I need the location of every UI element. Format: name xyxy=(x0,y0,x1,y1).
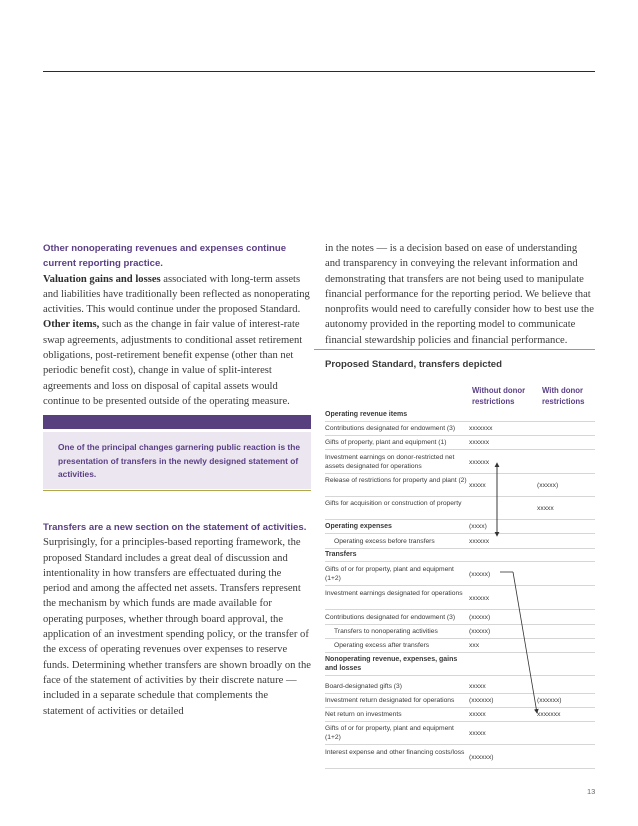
cell-with-donor: xxxxx xyxy=(537,505,554,512)
cell-without-donor: xxxxxx xyxy=(469,595,490,602)
row-label: Transfers xyxy=(325,551,357,558)
cell-without-donor: (xxxx) xyxy=(469,523,487,530)
column-header-with-donor: With donor restrictions xyxy=(542,386,585,406)
cell-without-donor: xxxxx xyxy=(469,482,486,489)
cell-without-donor: xxxxx xyxy=(469,711,486,718)
paragraph-transfers: Surprisingly, for a principles-based reporting framework, the proposed Standard includes a great deal of discussion and intentionality in how transfers are effectuated during the period and among the affected net assets. Transfers represent the mechanism by which funds are made available for operating purposes, whether through board approval, the application of an investment spending policy, or the transfer of the excess of operating revenues over expenses to reserve funds. Determining whether transfers are shown broadly on the face of the statement of activities by their discrete nature — included in a separate schedule that complements the statement of activities or detailed xyxy=(43,537,312,717)
row-label: Transfers to nonoperating activities xyxy=(334,628,438,635)
column-header-without-donor: Without donor restrictions xyxy=(472,386,526,406)
row-label: Operating expenses xyxy=(325,523,392,530)
row-label: Gifts of or for property, plant and equipment (1+2) xyxy=(325,725,454,741)
paragraph-notes: in the notes — is a decision based on ease of understanding and transparency in conveying the relevant information and demonstrating that transfers are not being used to manipulate financial performance for the reporting period. We believe that nonprofits would need to carefully consider how to best use the autonomy provided in the reporting model to communicate financial stewardship policies and financial performance. xyxy=(325,243,594,346)
cell-without-donor: (xxxxx) xyxy=(469,571,491,578)
cell-without-donor: (xxxxx) xyxy=(469,628,491,635)
paragraph-valuation-text: associated with long-term assets and liabilities have traditionally been reflected as nonoperating activities. This would continue under the proposed Standard. xyxy=(43,273,310,316)
section-heading-nonoperating: Other nonoperating revenues and expenses continue current reporting practice. xyxy=(43,243,287,270)
row-label: Operating excess after transfers xyxy=(334,642,430,649)
bold-term-other-items: Other items, xyxy=(43,319,100,331)
arrow-investment-return xyxy=(513,572,537,713)
row-label: Gifts of or for property, plant and equipment (1+2) xyxy=(325,566,454,582)
row-label: Release of restrictions for property and plant (2) xyxy=(325,477,467,484)
row-label: Investment return designated for operations xyxy=(325,697,455,704)
paragraph-other-items-text: such as the change in fair value of interest-rate swap agreements, adjustments to conditional asset retirement obligations, post-retirement benefit expense (other than net periodic benefit cost), change in value of split-interest agreements and loss on disposal of capital assets would continue to be presented outside of the operating measure. xyxy=(43,319,303,407)
row-label: Investment earnings designated for operations xyxy=(325,590,463,597)
row-label: Contributions designated for endowment (3) xyxy=(325,425,456,432)
pull-quote-text: One of the principal changes garnering public reaction is the presentation of transfers in the newly designed statement of activities. xyxy=(58,442,300,479)
row-label: Operating revenue items xyxy=(325,411,408,418)
cell-without-donor: (xxxxxx) xyxy=(469,754,494,761)
cell-without-donor: xxxxx xyxy=(469,730,486,737)
cell-without-donor: xxxxxxx xyxy=(469,425,493,432)
row-label: Contributions designated for endowment (3) xyxy=(325,614,456,621)
table-title: Proposed Standard, transfers depicted xyxy=(325,359,502,370)
cell-without-donor: xxxxxx xyxy=(469,439,490,446)
bold-term-valuation: Valuation gains and losses xyxy=(43,273,161,285)
cell-with-donor: xxxxxxx xyxy=(537,711,561,718)
cell-with-donor: (xxxxx) xyxy=(537,482,559,489)
cell-with-donor: (xxxxxx) xyxy=(537,697,562,704)
row-label: Board-designated gifts (3) xyxy=(325,683,402,690)
cell-without-donor: xxxxxx xyxy=(469,538,490,545)
row-label: Gifts of property, plant and equipment (1) xyxy=(325,439,447,446)
section-heading-transfers: Transfers are a new section on the statement of activities. xyxy=(43,522,307,533)
row-label: Interest expense and other financing costs/loss xyxy=(325,749,465,756)
row-label: Gifts for acquisition or construction of property xyxy=(325,500,462,507)
row-label: Nonoperating revenue, expenses, gains and losses xyxy=(325,656,458,672)
row-label: Net return on investments xyxy=(325,711,402,718)
cell-without-donor: (xxxxx) xyxy=(469,614,491,621)
row-label: Investment earnings on donor-restricted net assets designated for operations xyxy=(325,454,455,470)
page-number: 13 xyxy=(587,787,596,796)
cell-without-donor: (xxxxxx) xyxy=(469,697,494,704)
row-label: Operating excess before transfers xyxy=(334,538,435,545)
cell-without-donor: xxxxxx xyxy=(469,459,490,466)
cell-without-donor: xxx xyxy=(469,642,480,649)
cell-without-donor: xxxxx xyxy=(469,683,486,690)
